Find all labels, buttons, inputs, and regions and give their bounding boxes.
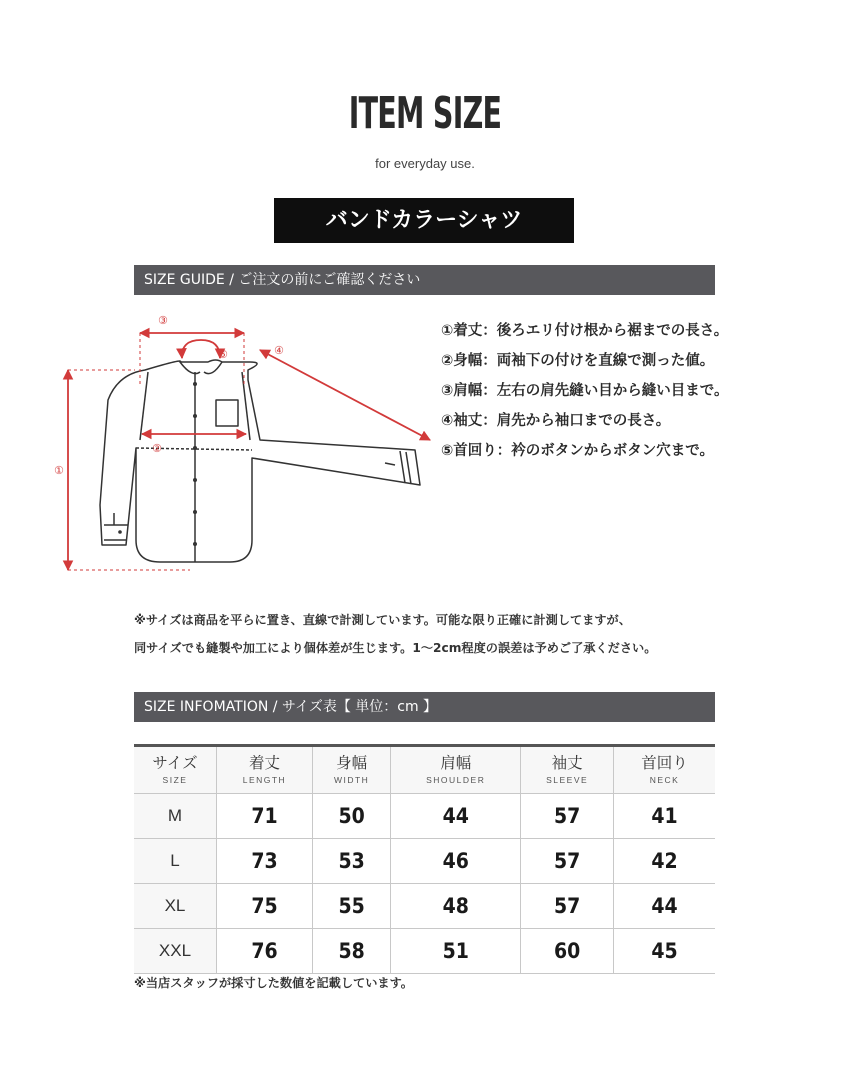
marker-length: ① [54,464,64,477]
size-label: M [134,794,217,839]
width-cell: 58 [312,929,390,974]
marker-width: ② [152,442,162,455]
col-header-width: 身幅 WIDTH [312,746,390,794]
col-header-size: サイズ SIZE [134,746,217,794]
neck-cell: 44 [614,884,715,929]
guide-item-length: ①着丈：後ろエリ付け根から裾までの長さ。 [441,323,729,339]
sleeve-cell: 57 [521,884,614,929]
table-row [134,884,715,929]
neck-cell: 41 [614,794,715,839]
shirt-measurement-diagram [40,300,440,590]
width-cell: 53 [312,839,390,884]
guide-item-sleeve: ④袖丈：肩先から袖口までの長さ。 [441,413,671,429]
table-row [134,794,715,839]
measurement-markers [54,314,284,477]
footnote: ※当店スタッフが採寸した数値を記載しています。 [134,976,413,990]
product-name-banner: バンドカラーシャツ [274,198,574,243]
marker-sleeve: ④ [274,344,284,357]
width-cell: 55 [312,884,390,929]
length-cell: 73 [217,839,313,884]
table-row [134,929,715,974]
shoulder-cell: 44 [391,794,521,839]
guide-item-width: ②身幅：両袖下の付けを直線で測った値。 [441,353,715,369]
col-header-sleeve: 袖丈 SLEEVE [521,746,614,794]
sleeve-cell: 60 [521,929,614,974]
note-line: 同サイズでも縫製や加工により個体差が生じます。1～2cm程度の誤差は予めご了承ください。 [134,641,657,655]
measurement-guide-list [441,316,729,466]
shoulder-cell: 46 [391,839,521,884]
table-header-row [134,746,715,794]
col-header-shoulder: 肩幅 SHOULDER [391,746,521,794]
neck-cell: 45 [614,929,715,974]
note-line: ※サイズは商品を平らに置き、直線で計測しています。可能な限り正確に計測してますが、 [134,613,631,627]
marker-neck: ⑤ [218,348,228,361]
shirt-outline [100,360,420,562]
sleeve-cell: 57 [521,839,614,884]
col-header-length: 着丈 LENGTH [217,746,313,794]
marker-shoulder: ③ [158,314,168,327]
size-guide-header: SIZE GUIDE / ご注文の前にご確認ください [134,265,715,295]
size-label: XXL [134,929,217,974]
page-subtitle: for everyday use. [375,156,475,171]
guide-item-shoulder: ③肩幅：左右の肩先縫い目から縫い目まで。 [441,383,729,399]
table-row [134,839,715,884]
length-cell: 71 [217,794,313,839]
width-cell: 50 [312,794,390,839]
measurement-lines [68,333,430,570]
size-info-header: SIZE INFOMATION / サイズ表【 単位：cm 】 [134,692,715,722]
measurement-notes [134,606,656,662]
neck-cell: 42 [614,839,715,884]
size-label: L [134,839,217,884]
length-cell: 76 [217,929,313,974]
length-cell: 75 [217,884,313,929]
sleeve-cell: 57 [521,794,614,839]
shoulder-cell: 51 [391,929,521,974]
size-label: XL [134,884,217,929]
guide-item-neck: ⑤首回り：衿のボタンからボタン穴まで。 [441,443,714,459]
shoulder-cell: 48 [391,884,521,929]
col-header-neck: 首回り NECK [614,746,715,794]
size-table [134,744,715,974]
shirt-buttons [118,382,197,546]
page-title: ITEM SIZE [348,88,502,139]
